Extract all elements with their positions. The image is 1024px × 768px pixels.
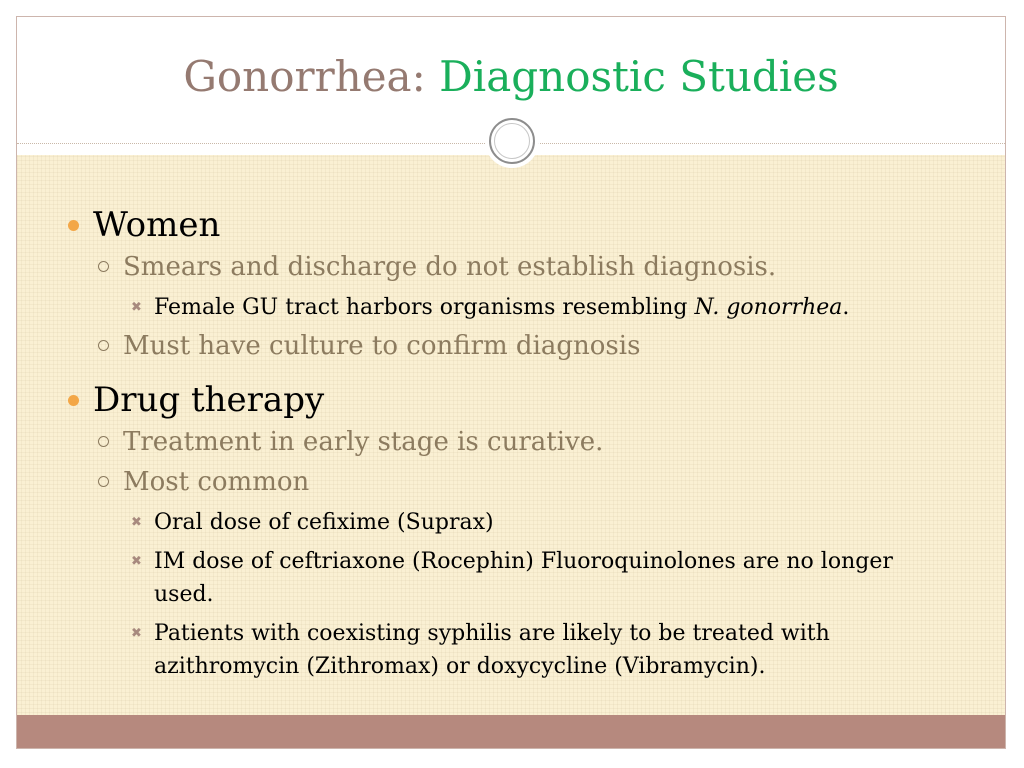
bullet-drug-therapy (17, 380, 1005, 420)
hollow-circle-bullet-icon (98, 436, 109, 447)
slide-title-part2: Diagnostic Studies (439, 52, 839, 101)
sub-bullet-text: Must have culture to confirm diagnosis (123, 331, 641, 361)
bullet-text: Drug therapy (93, 380, 325, 420)
slide-title-part1: Gonorrhea: (183, 52, 440, 101)
hollow-circle-bullet-icon (98, 261, 109, 272)
sub-sub-bullet-text-end: . (842, 295, 850, 320)
circle-ornament-icon (485, 114, 539, 168)
bullet-list (17, 205, 1005, 689)
star-bullet-icon: ✖ (131, 554, 142, 569)
sub-sub-bullet-ceftriaxone (17, 545, 1005, 611)
hollow-circle-bullet-icon (98, 340, 109, 351)
sub-bullet-treatment (17, 426, 1005, 458)
sub-sub-bullet-text: Oral dose of cefixime (Suprax) (154, 510, 494, 535)
sub-sub-bullet-cefixime (17, 506, 1005, 539)
italic-organism-name: N. gonorrhea (694, 295, 843, 320)
slide (16, 16, 1006, 749)
footer-bar (17, 715, 1005, 748)
hollow-circle-bullet-icon (98, 476, 109, 487)
sub-sub-bullet-text: Female GU tract harbors organisms resembling (154, 295, 695, 320)
sub-bullet-text: Smears and discharge do not establish diagnosis. (123, 252, 777, 282)
bullet-women (17, 205, 1005, 245)
sub-sub-bullet-text: Patients with coexisting syphilis are likely to be treated with azithromycin (Zithromax) or doxycycline (Vibramycin). (154, 621, 830, 679)
content-area (17, 155, 1005, 717)
bullet-text: Women (93, 205, 221, 245)
star-bullet-icon: ✖ (131, 626, 142, 641)
sub-sub-bullet-syphilis (17, 617, 1005, 683)
sub-bullet-smears (17, 251, 1005, 283)
slide-title (17, 51, 1005, 103)
sub-sub-bullet-female-gu (17, 291, 1005, 324)
sub-sub-bullet-text: IM dose of ceftriaxone (Rocephin) Fluoroquinolones are no longer used. (154, 549, 893, 607)
filled-circle-bullet-icon (68, 220, 79, 231)
sub-bullet-text: Most common (123, 467, 310, 497)
sub-bullet-most-common (17, 466, 1005, 498)
star-bullet-icon: ✖ (131, 515, 142, 530)
sub-bullet-culture (17, 330, 1005, 362)
filled-circle-bullet-icon (68, 395, 79, 406)
sub-bullet-text: Treatment in early stage is curative. (123, 427, 604, 457)
star-bullet-icon: ✖ (131, 300, 142, 315)
